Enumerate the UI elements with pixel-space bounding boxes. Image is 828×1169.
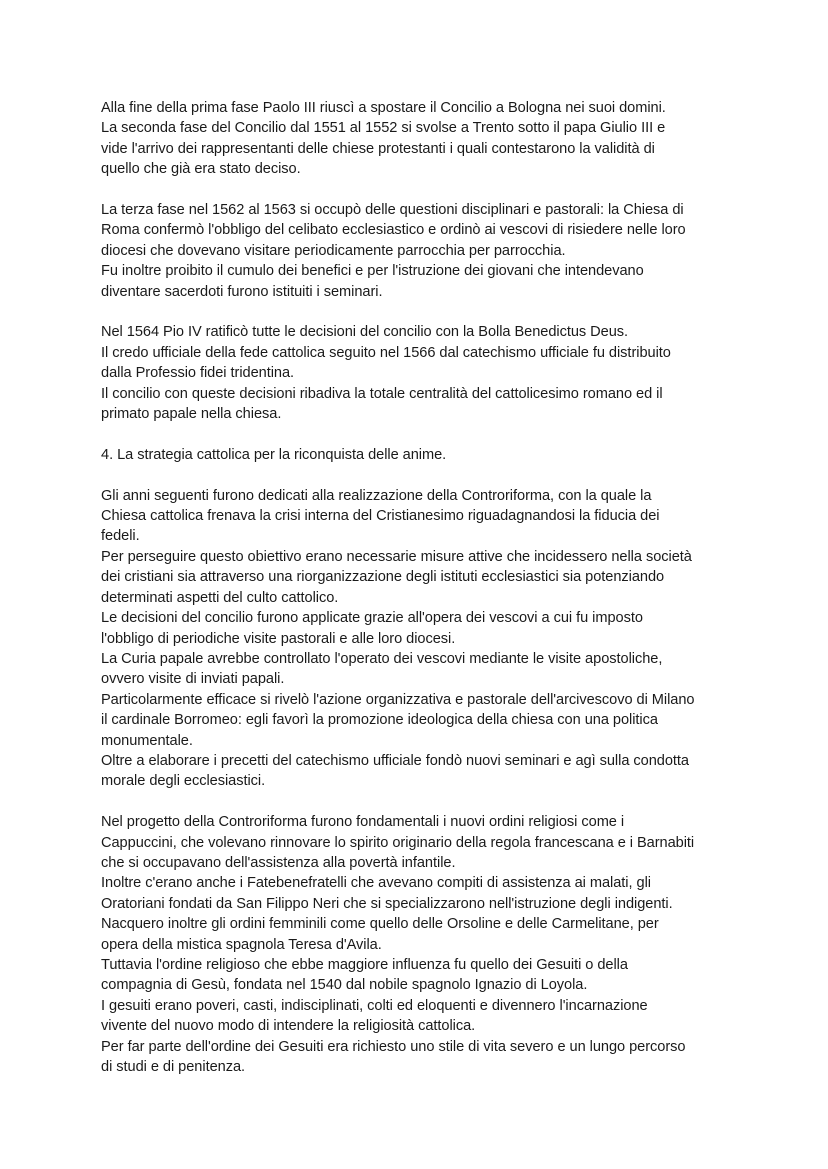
text-line: Oltre a elaborare i precetti del catechismo ufficiale fondò nuovi seminari e agì sulla condotta [101, 752, 689, 769]
text-line: il cardinale Borromeo: egli favorì la promozione ideologica della chiesa con una politica [101, 712, 658, 729]
text-line: vivente del nuovo modo di intendere la religiosità cattolica. [101, 1018, 476, 1035]
text-line: primato papale nella chiesa. [101, 406, 282, 423]
text-line: quello che già era stato deciso. [101, 161, 301, 178]
paragraph-religious-orders [101, 812, 741, 1077]
text-line: Oratoriani fondati da San Filippo Neri che si specializzarono nell'istruzione degli indigenti. [101, 895, 673, 912]
paragraph-council-phases [101, 98, 741, 180]
text-line: opera della mistica spagnola Teresa d'Avila. [101, 936, 382, 953]
text-line: Gli anni seguenti furono dedicati alla realizzazione della Controriforma, con la quale la [101, 487, 652, 504]
text-line: dalla Professio fidei tridentina. [101, 365, 295, 382]
text-line: Fu inoltre proibito il cumulo dei benefici e per l'istruzione dei giovani che intendevano [101, 263, 644, 280]
paragraph-ratification [101, 322, 741, 424]
text-line: monumentale. [101, 732, 193, 749]
text-line: La Curia papale avrebbe controllato l'operato dei vescovi mediante le visite apostoliche, [101, 650, 663, 667]
text-line: vide l'arrivo dei rappresentanti delle chiese protestanti i quali contestarono la validità di [101, 140, 655, 157]
paragraph-counter-reformation [101, 486, 741, 792]
text-line: diocesi che dovevano visitare periodicamente parrocchia per parrocchia. [101, 242, 566, 259]
text-line: dei cristiani sia attraverso una riorganizzazione degli istituti ecclesiastici sia potenziando [101, 569, 665, 586]
text-line: Tuttavia l'ordine religioso che ebbe maggiore influenza fu quello dei Gesuiti o della [101, 956, 628, 973]
text-line: Per perseguire questo obiettivo erano necessarie misure attive che incidessero nella società [101, 548, 692, 565]
text-line: Il credo ufficiale della fede cattolica seguito nel 1566 dal catechismo ufficiale fu distribuito [101, 344, 671, 361]
text-line: Alla fine della prima fase Paolo III riuscì a spostare il Concilio a Bologna nei suoi domini. [101, 100, 666, 116]
text-line: Particolarmente efficace si rivelò l'azione organizzativa e pastorale dell'arcivescovo di Milano [101, 691, 695, 708]
text-line: I gesuiti erano poveri, casti, indisciplinati, colti ed eloquenti e divennero l'incarnazione [101, 997, 648, 1014]
text-line: Roma confermò l'obbligo del celibato ecclesiastico e ordinò ai vescovi di risiedere nelle loro [101, 222, 686, 239]
text-line: morale degli ecclesiastici. [101, 773, 266, 790]
text-line: Il concilio con queste decisioni ribadiva la totale centralità del cattolicesimo romano ed il [101, 385, 663, 402]
text-line: che si occupavano dell'assistenza alla povertà infantile. [101, 854, 456, 871]
text-line: Chiesa cattolica frenava la crisi interna del Cristianesimo riguadagnandosi la fiducia dei [101, 508, 660, 525]
text-line: compagnia di Gesù, fondata nel 1540 dal nobile spagnolo Ignazio di Loyola. [101, 977, 588, 994]
text-line: di studi e di penitenza. [101, 1059, 246, 1076]
text-line: Nel 1564 Pio IV ratificò tutte le decisioni del concilio con la Bolla Benedictus Deus. [101, 324, 629, 341]
text-line: determinati aspetti del culto cattolico. [101, 589, 339, 606]
text-line: l'obbligo di periodiche visite pastorali e alle loro diocesi. [101, 630, 456, 647]
paragraph-third-phase [101, 200, 741, 302]
text-line: fedeli. [101, 528, 140, 545]
text-line: Inoltre c'erano anche i Fatebenefratelli che avevano compiti di assistenza ai malati, gli [101, 875, 651, 892]
text-line: ovvero visite di inviati papali. [101, 671, 285, 688]
text-line: Nel progetto della Controriforma furono fondamentali i nuovi ordini religiosi come i [101, 814, 625, 831]
text-line: La terza fase nel 1562 al 1563 si occupò delle questioni disciplinari e pastorali: la Chiesa di [101, 202, 684, 219]
text-line: diventare sacerdoti furono istituiti i seminari. [101, 283, 383, 300]
section-title: 4. La strategia cattolica per la riconquista delle anime. [101, 446, 447, 463]
section-heading [101, 445, 741, 465]
document-page [101, 98, 741, 1098]
text-line: La seconda fase del Concilio dal 1551 al 1552 si svolse a Trento sotto il papa Giulio III e [101, 120, 666, 137]
text-line: Nacquero inoltre gli ordini femminili come quello delle Orsoline e delle Carmelitane, per [101, 916, 659, 933]
text-line: Le decisioni del concilio furono applicate grazie all'opera dei vescovi a cui fu imposto [101, 610, 643, 627]
text-line: Cappuccini, che volevano rinnovare lo spirito originario della regola francescana e i Barnabiti [101, 834, 695, 851]
text-line: Per far parte dell'ordine dei Gesuiti era richiesto uno stile di vita severo e un lungo percorso [101, 1038, 686, 1055]
